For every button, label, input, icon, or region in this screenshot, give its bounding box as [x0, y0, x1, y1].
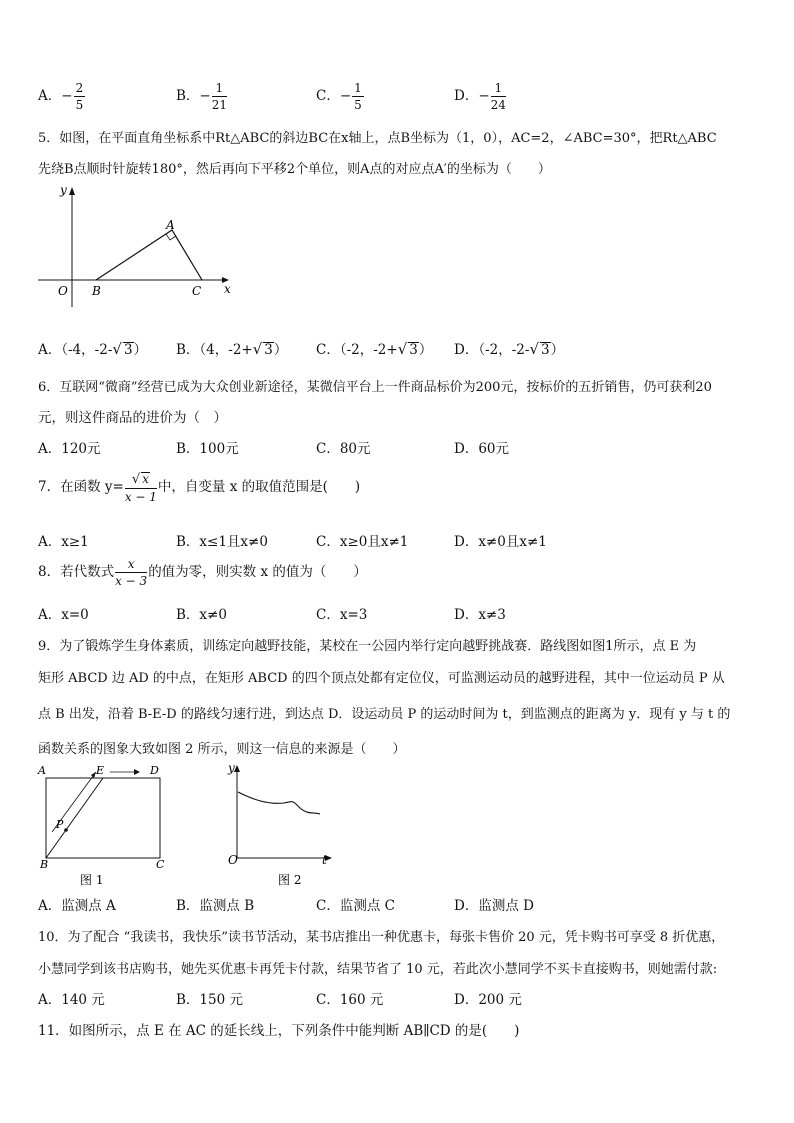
figure-1-caption: 图 1	[80, 873, 104, 887]
q6-option-d: D．60元	[454, 441, 510, 457]
label-d: D	[150, 764, 159, 777]
q10-stem-line2: 小慧同学到该书店购书，她先买优惠卡再凭卡付款，结果节省了 10 元，若此次小慧同学不买卡直接购书，则她需付款:	[38, 962, 718, 977]
q10-option-a: A．140 元	[38, 992, 105, 1008]
label-c: C	[156, 858, 165, 871]
q5-option-a: A．（-4，-2-√ 3）	[38, 340, 148, 358]
y-axis-arrow	[69, 187, 75, 195]
label-o: O	[58, 284, 68, 298]
q6-option-a: A．120元	[38, 441, 101, 457]
q8-option-d: D．x≠3	[454, 607, 506, 623]
q9-option-d: D．监测点 D	[454, 898, 534, 914]
q9-figure-1	[36, 760, 176, 888]
q8-option-b: B．x≠0	[176, 607, 227, 623]
y-axis-arrow	[234, 765, 240, 772]
q5-stem-line2: 先绕B点顺时针旋转180°，然后再向下平移2个单位，则A点的对应点A′的坐标为（ ）	[38, 162, 551, 177]
label-p: P	[56, 818, 64, 831]
q7-option-a: A．x≥1	[38, 534, 89, 550]
q7-option-c: C．x≥0且x≠1	[316, 534, 409, 550]
label-b: B	[40, 858, 49, 871]
q6-stem-line1: 6．互联网“微商”经营已成为大众创业新途径，某微信平台上一件商品标价为200元，按标价的五折销售，仍可获利20	[38, 380, 712, 395]
q8-option-a: A．x=0	[38, 607, 89, 623]
q8-option-c: C．x=3	[316, 607, 368, 623]
label-c: C	[192, 284, 202, 298]
label-e: E	[96, 764, 105, 777]
triangle-abc	[96, 230, 202, 280]
q4-option-a: A．− $\frac{2}{5}$	[38, 81, 84, 112]
q5-coordinate-figure	[36, 183, 236, 313]
q4-option-d: D．− $\frac{1}{24}$	[454, 81, 506, 112]
label-o: O	[228, 853, 238, 867]
point-p	[64, 828, 68, 832]
q10-option-c: C．160 元	[316, 992, 384, 1008]
q10-stem-line1: 10．为了配合 “我读书，我快乐”读书节活动，某书店推出一种优惠卡，每张卡售价 20 元，凭卡购书可享受 8 折优惠，	[38, 930, 725, 945]
function-curve	[238, 792, 320, 814]
q5-option-b: B．（4，-2+√ 3）	[176, 340, 288, 358]
q9-option-a: A．监测点 A	[38, 898, 116, 914]
direction-arrowhead-ed	[134, 769, 140, 775]
path-be	[46, 778, 103, 858]
q5-option-d: D．（-2，-2-√ 3）	[454, 340, 565, 358]
q9-stem-line3: 点 B 出发，沿着 B-E-D 的路线匀速行进，到达点 D．设运动员 P 的运动时间为 t，到监测点的距离为 y．现有 y 与 t 的	[38, 707, 731, 722]
label-a: A	[166, 218, 175, 232]
q6-option-b: B．100元	[176, 441, 239, 457]
figure-2-caption: 图 2	[278, 873, 302, 887]
q4-option-b: B．− $\frac{1}{21}$	[176, 81, 228, 112]
q7-option-d: D．x≠0且x≠1	[454, 534, 547, 550]
label-a: A	[38, 764, 46, 777]
q9-option-c: C．监测点 C	[316, 898, 395, 914]
label-y: y	[228, 761, 235, 775]
q5-option-c: C．（-2，-2+√ 3）	[316, 340, 433, 358]
q7-stem: 7．在函数 y= $\frac{√ x}{x - 1}$ 中，自变量 x 的取值范围是( )	[38, 472, 361, 505]
q6-stem-line2: 元，则这件商品的进价为（ ）	[38, 410, 227, 426]
q11-stem-line1: 11．如图所示，点 E 在 AC 的延长线上，下列条件中能判断 AB∥CD 的是( )	[38, 1023, 520, 1039]
q9-option-b: B．监测点 B	[176, 898, 255, 914]
q5-stem-line1: 5．如图，在平面直角坐标系中Rt△ABC的斜边BC在x轴上，点B坐标为（1，0），AC=2，∠ABC=30°，把Rt△ABC	[38, 131, 717, 146]
label-y: y	[60, 183, 67, 197]
label-x: x	[224, 282, 231, 296]
q9-stem-line2: 矩形 ABCD 边 AD 的中点，在矩形 ABCD 的四个顶点处都有定位仪，可监测运动员的越野进程，其中一位运动员 P 从	[38, 671, 725, 686]
q10-option-d: D．200 元	[454, 992, 522, 1008]
q9-stem-line4: 函数关系的图象大致如图 2 所示，则这一信息的来源是（ ）	[38, 742, 406, 757]
q6-option-c: C．80元	[316, 441, 371, 457]
q9-stem-line1: 9．为了锻炼学生身体素质，训练定向越野技能，某校在一公园内举行定向越野挑战赛．路线图如图1所示，点 E 为	[38, 639, 697, 654]
label-t: t	[322, 853, 327, 867]
q10-option-b: B．150 元	[176, 992, 243, 1008]
q9-figure-2	[222, 760, 342, 888]
label-b: B	[92, 284, 101, 298]
q8-stem: 8．若代数式 $\frac{x}{x - 3}$ 的值为零，则实数 x 的值为（ ）	[38, 557, 367, 588]
q7-option-b: B．x≤1且x≠0	[176, 534, 268, 550]
q4-option-c: C．− $\frac{1}{5}$	[316, 81, 362, 112]
